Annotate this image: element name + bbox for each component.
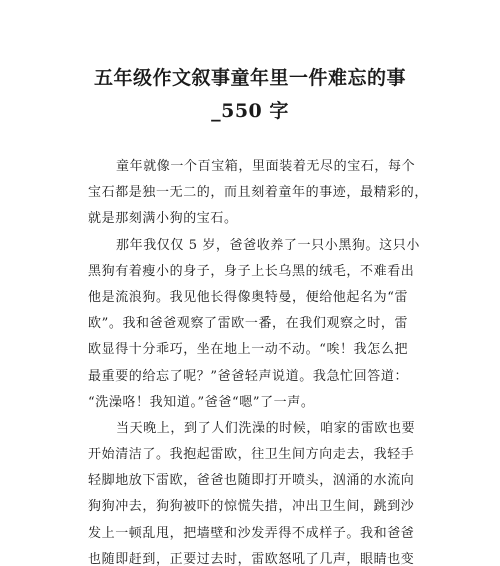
- text-line: 最重要的给忘了呢？”爸爸轻声说道。我急忙回答道：: [88, 368, 409, 384]
- text-line: 黑狗有着瘦小的身子，身子上长乌黑的绒毛，不难看出: [88, 263, 415, 279]
- text-line: 发上一顿乱甩，把墙壁和沙发弄得不成样子。我和爸爸: [88, 525, 415, 541]
- text-line: 狗狗冲去，狗狗被吓的惊慌失措，冲出卫生间，跳到沙: [88, 499, 415, 515]
- text-line: “洗澡咯！我知道。”爸爸“嗯”了一声。: [88, 394, 315, 410]
- text-line: 那年我仅仅 5 岁，爸爸收养了一只小黑狗。这只小: [116, 237, 420, 253]
- text-line: 童年就像一个百宝箱，里面装着无尽的宝石，每个: [116, 159, 416, 174]
- article-body: [88, 154, 429, 566]
- text-line: 轻脚地放下雷欧，爸爸也随即打开喷头，汹涌的水流向: [88, 473, 415, 489]
- text-line: 欧”。我和爸爸观察了雷欧一番，在我们观察之时，雷: [88, 316, 409, 332]
- text-line: 宝石都是独一无二的，而且刻着童年的事迹，最精彩的，: [88, 185, 429, 201]
- text-line: 就是那刻满小狗的宝石。: [88, 211, 238, 227]
- title-line-2: _550 字: [211, 100, 289, 122]
- title-line-1: 五年级作文叙事童年里一件难忘的事: [93, 67, 406, 89]
- text-line: 他是流浪狗。我见他长得像奥特曼，便给他起名为“雷: [88, 289, 409, 305]
- document-title: [60, 62, 440, 128]
- text-line: 也随即赶到，正要过去时，雷欧怒吼了几声，眼睛也变: [88, 551, 415, 566]
- text-line: 欧显得十分乖巧，坐在地上一动不动。“唉！我怎么把: [88, 342, 409, 358]
- text-line: 开始清洁了。我抱起雷欧，往卫生间方向走去，我轻手: [88, 447, 415, 463]
- text-line: 当天晚上，到了人们洗澡的时候，咱家的雷欧也要: [116, 420, 416, 436]
